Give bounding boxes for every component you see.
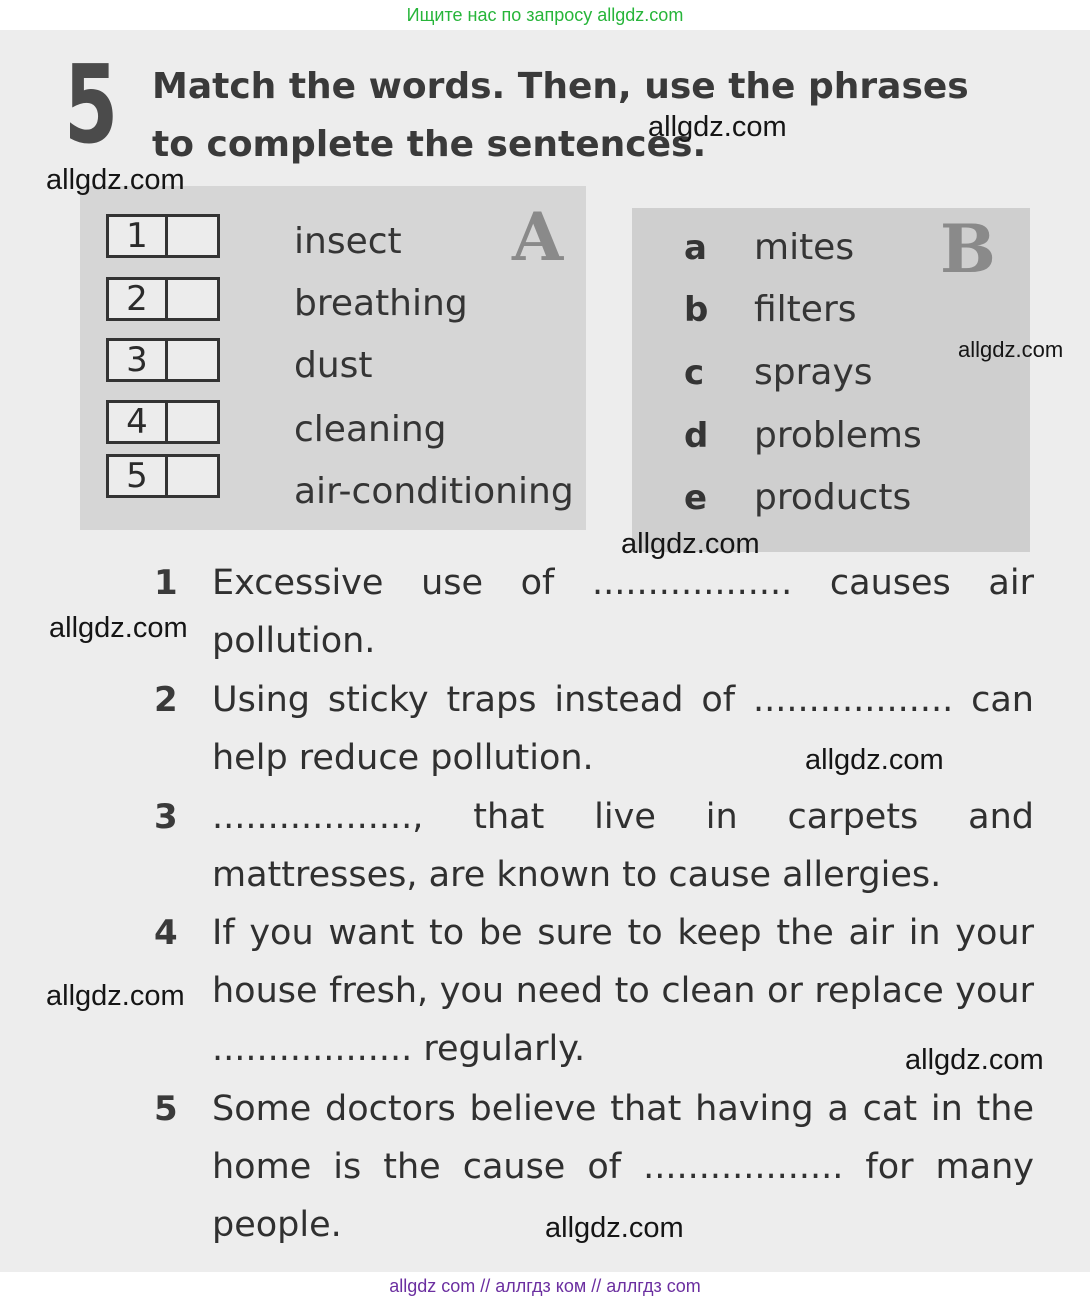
column-a-word: breathing	[294, 283, 468, 324]
watermark: allgdz.com	[648, 111, 787, 143]
column-b-word: problems	[754, 415, 922, 456]
column-b-letter: e	[684, 478, 708, 518]
exercise-title: Match the words. Then, use the phrases to complete the sentences.	[152, 66, 969, 165]
sentence-text: Excessive use of .................. causes air pollution.	[212, 563, 1034, 661]
answer-box-2[interactable]	[106, 277, 220, 321]
sentence-number: 2	[154, 680, 178, 720]
sentence-text: If you want to be sure to keep the air in your house fresh, you need to clean or replace your .................. regularly.	[212, 913, 1034, 1069]
column-b-word: mites	[754, 227, 855, 268]
answer-box-3[interactable]	[106, 338, 220, 382]
watermark: allgdz.com	[545, 1212, 684, 1244]
answer-box-4[interactable]	[106, 400, 220, 444]
column-b-word: sprays	[754, 352, 873, 393]
column-b-word: filters	[754, 289, 857, 330]
watermark: allgdz.com	[46, 980, 185, 1012]
sentence-text: .................., that live in carpets and mattresses, are known to cause allergies.	[212, 797, 1034, 895]
answer-box-5[interactable]	[106, 454, 220, 498]
sentence-text: Some doctors believe that having a cat in the home is the cause of .................. for many people.	[212, 1089, 1034, 1245]
watermark: allgdz.com	[958, 337, 1064, 362]
box-number: 2	[109, 280, 168, 318]
top-banner[interactable]: Ищите нас по запросу allgdz.com	[406, 5, 684, 25]
column-b-letter: b	[684, 290, 709, 330]
box-number: 4	[109, 403, 168, 441]
bottom-banner[interactable]: allgdz com // аллгдз ком // аллгдз com	[0, 1272, 1090, 1301]
box-number: 1	[109, 217, 168, 255]
column-b-letter: c	[684, 353, 705, 393]
column-a-word: insect	[294, 221, 402, 262]
exercise-number: 5	[64, 43, 119, 168]
column-b-heading: B	[940, 210, 996, 288]
sentence-text: Using sticky traps instead of .................. can help reduce pollution.	[212, 680, 1034, 778]
column-a-word: dust	[294, 345, 373, 386]
answer-box-1[interactable]	[106, 214, 220, 258]
box-number: 5	[109, 457, 168, 495]
watermark: allgdz.com	[805, 744, 944, 776]
column-b-letter: a	[684, 228, 707, 268]
column-a-word: air-conditioning	[294, 471, 574, 512]
watermark: allgdz.com	[46, 164, 185, 196]
watermark: allgdz.com	[49, 612, 188, 644]
sentence-number: 1	[154, 563, 178, 603]
column-a-heading: A	[512, 198, 564, 276]
sentence-number: 3	[154, 797, 178, 837]
column-a-word: cleaning	[294, 409, 447, 450]
box-number: 3	[109, 341, 168, 379]
column-b-letter: d	[684, 416, 709, 456]
sentence-number: 4	[154, 913, 178, 953]
watermark: allgdz.com	[621, 528, 760, 560]
column-b-word: products	[754, 477, 912, 518]
sentence-number: 5	[154, 1089, 178, 1129]
watermark: allgdz.com	[905, 1044, 1044, 1076]
